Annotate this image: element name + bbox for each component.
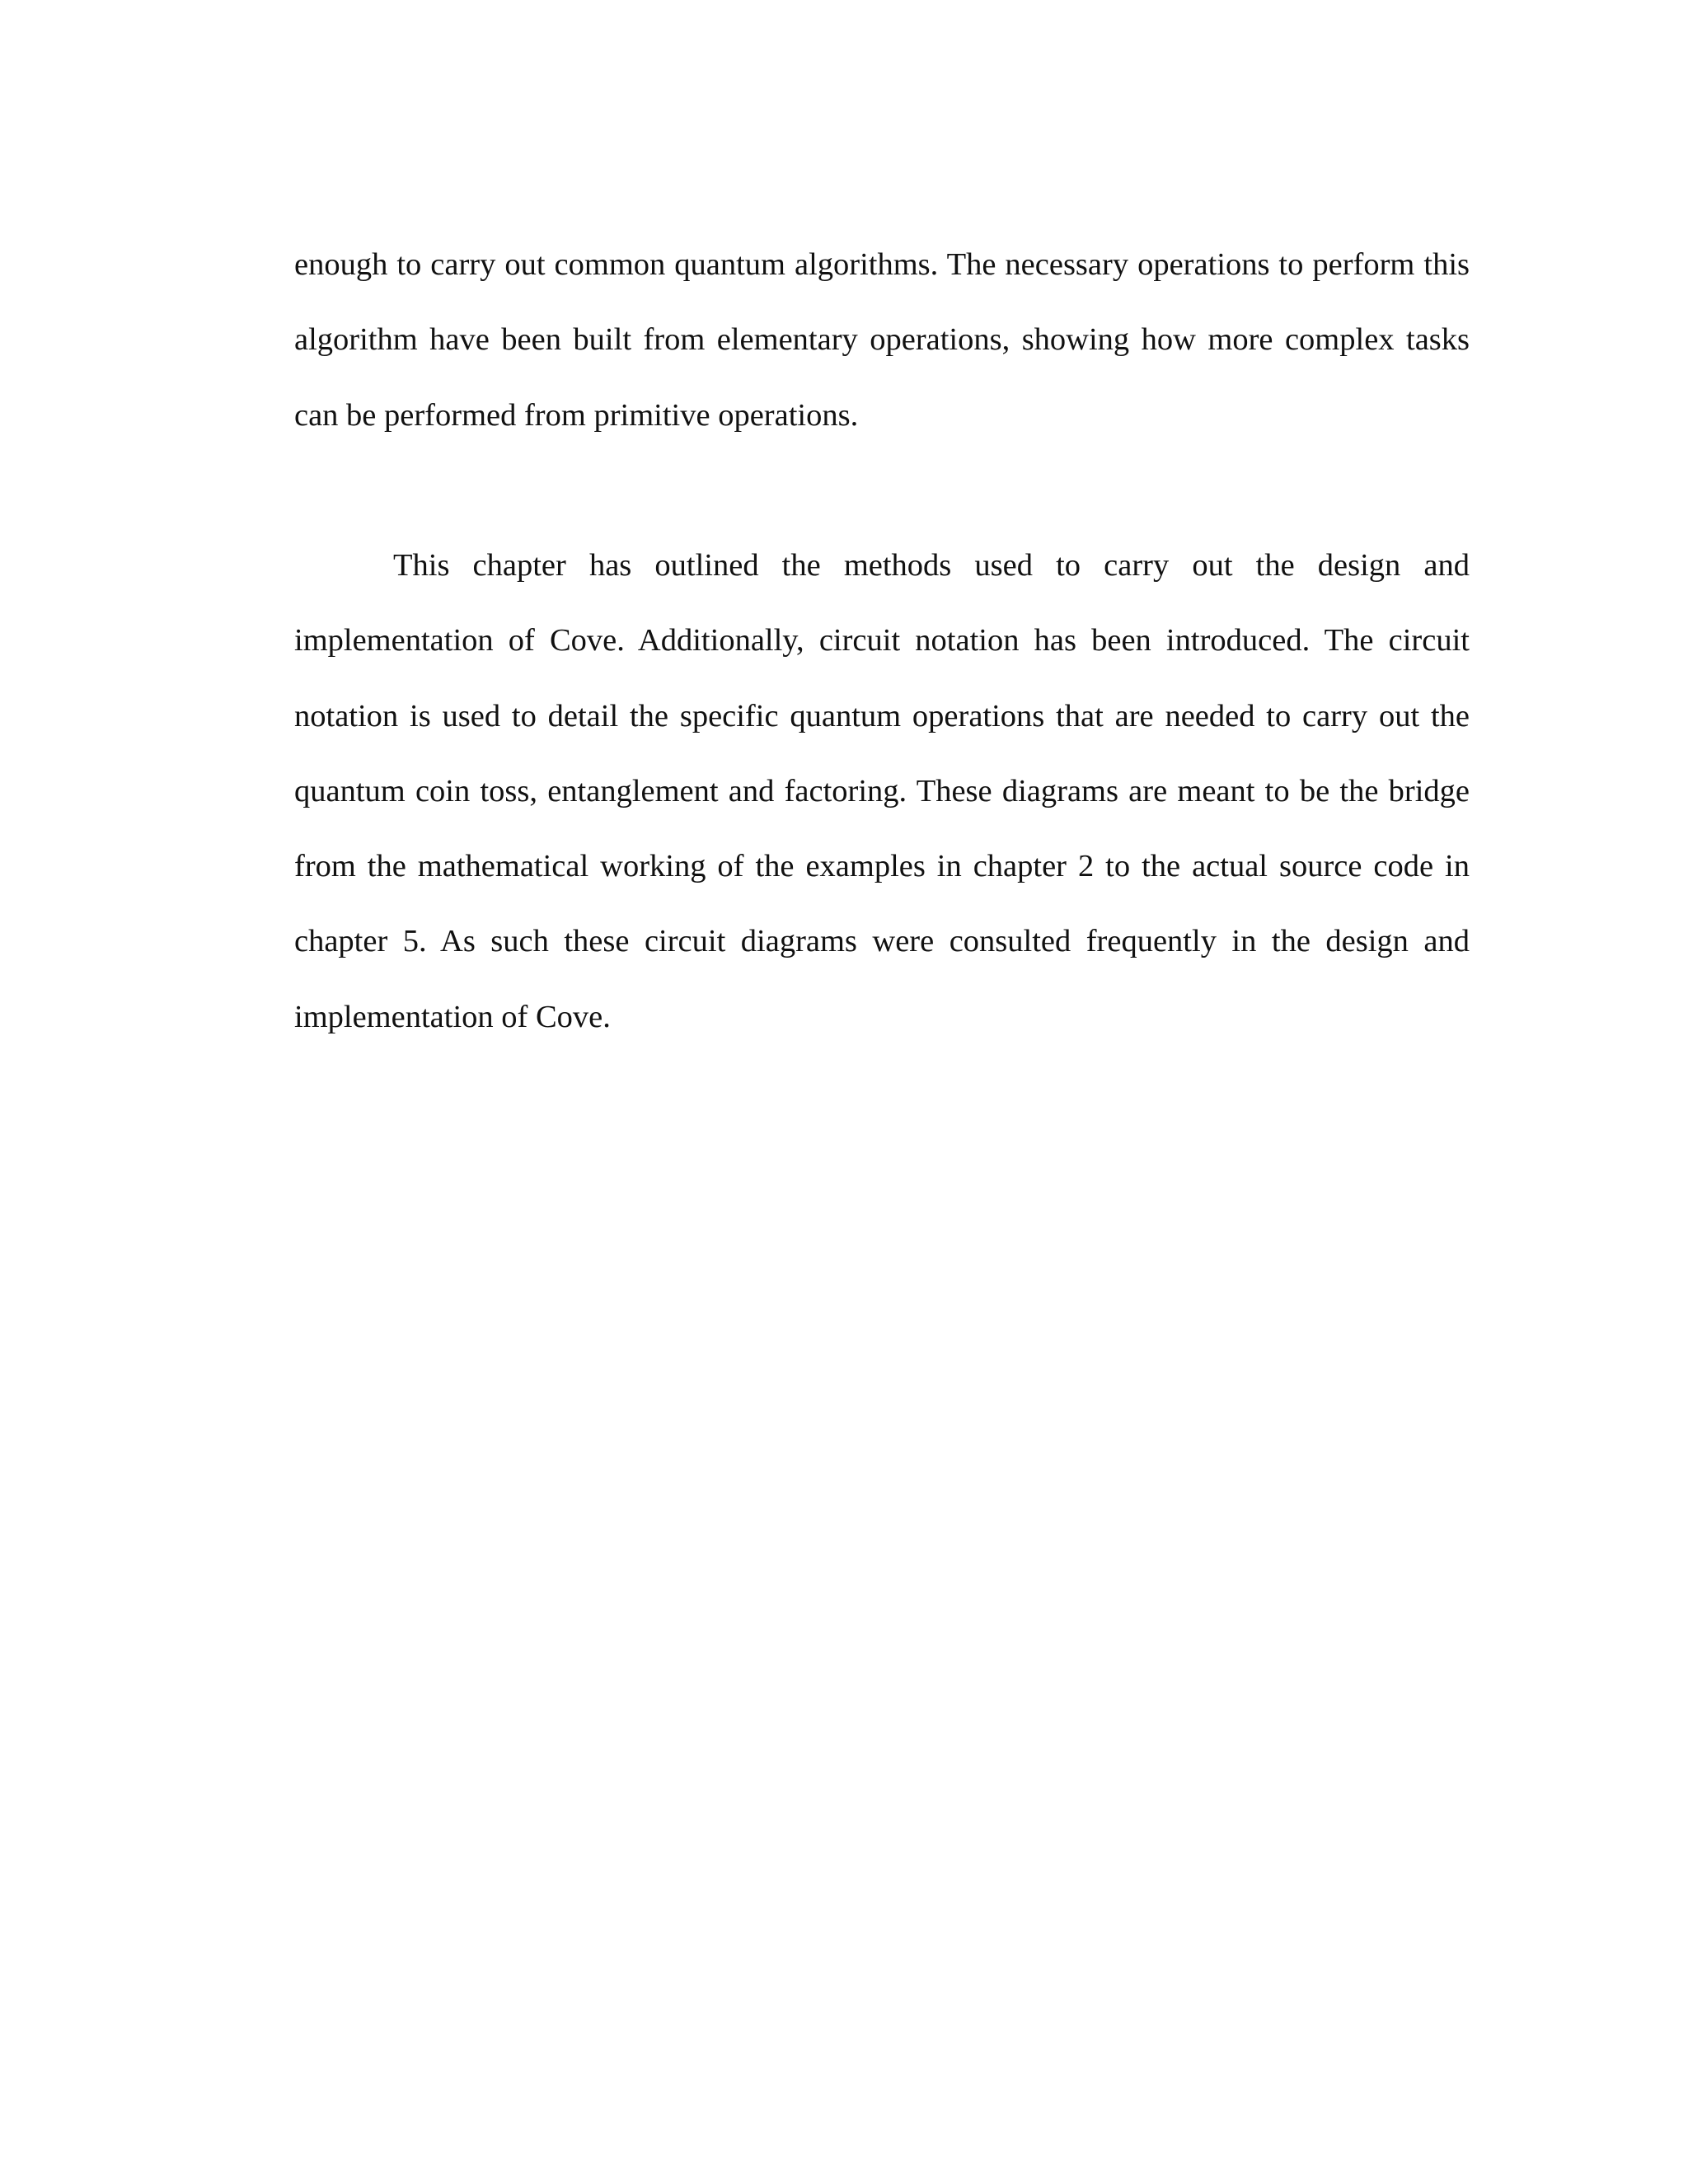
paragraph-chapter-summary: This chapter has outlined the methods used to carry out the design and implementation of Cove. Additionally, circuit notation has been introduced. The circuit notation is used to detail the specific quantum operations that are needed to carry out the quantum coin toss, entanglement and factoring. These diagrams are meant to be the bridge from the mathematical working of the examples in chapter 2 to the actual source code in chapter 5. As such these circuit diagrams were consulted frequently in the design and implementation of Cove. xyxy=(294,548,1470,1034)
paragraph-continuation: enough to carry out common quantum algorithms. The necessary operations to perform this algorithm have been built from elementary operations, showing how more complex tasks can be performed from primitive operations. xyxy=(294,247,1470,433)
